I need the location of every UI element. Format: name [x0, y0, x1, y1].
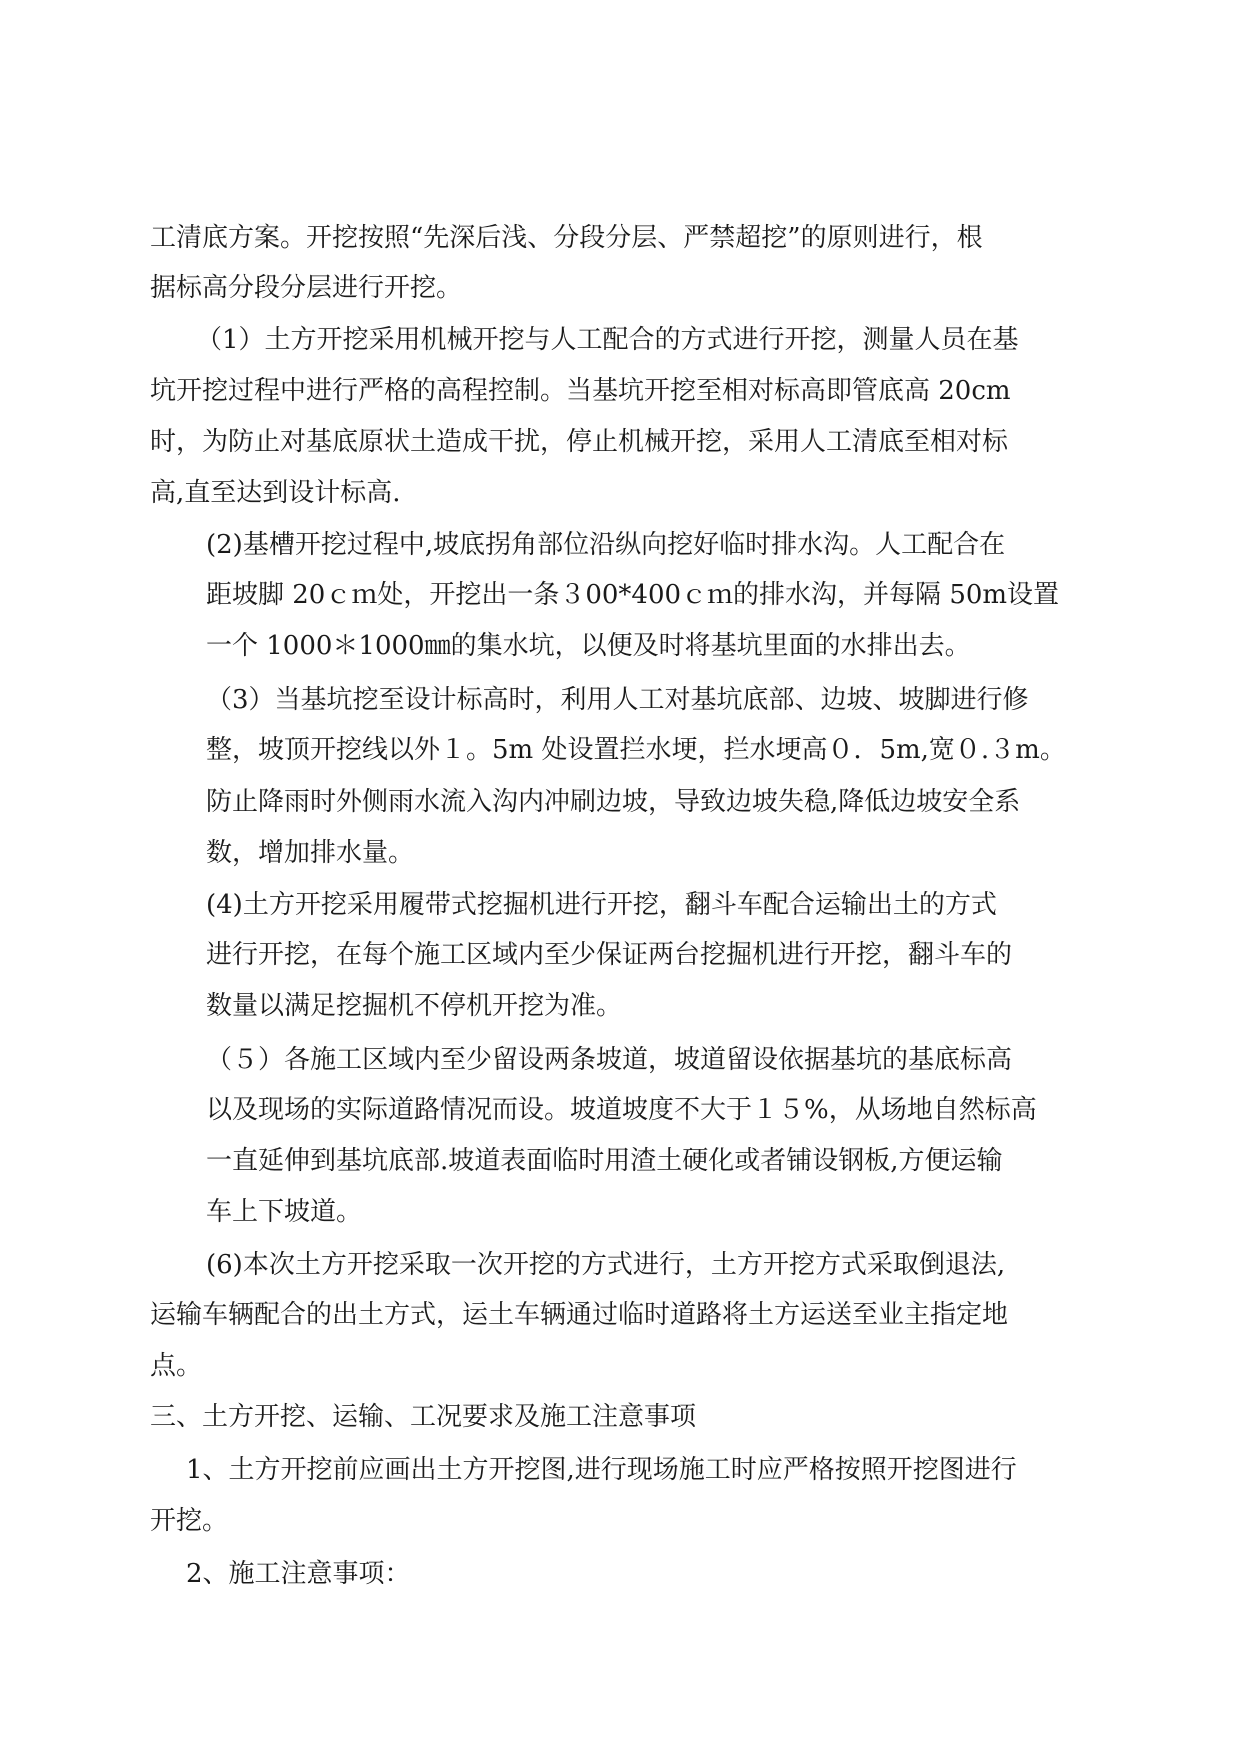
text-line: 以及现场的实际道路情况而设。坡道坡度不大于１５%，从场地自然标高: [206, 1095, 1037, 1125]
text-line: （５）各施工区域内至少留设两条坡道，坡道留设依据基坑的基底标高: [206, 1045, 1013, 1075]
text-line: 1、土方开挖前应画出土方开挖图,进行现场施工时应严格按照开挖图进行: [186, 1455, 1017, 1485]
text-line: 一直延伸到基坑底部.坡道表面临时用渣土硬化或者铺设钢板,方便运输: [206, 1146, 1003, 1176]
text-line: (2)基槽开挖过程中,坡底拐角部位沿纵向挖好临时排水沟。人工配合在: [206, 530, 1006, 560]
text-line: 数量以满足挖掘机不停机开挖为准。: [206, 991, 623, 1021]
text-line: 高,直至达到设计标高.: [150, 478, 401, 508]
text-line: (6)本次土方开挖采取一次开挖的方式进行，土方开挖方式采取倒退法,: [206, 1250, 1006, 1280]
text-line: 数，增加排水量。: [206, 838, 415, 868]
text-line: 2、施工注意事项：: [186, 1559, 411, 1589]
text-line: 进行开挖，在每个施工区域内至少保证两台挖掘机进行开挖，翻斗车的: [206, 940, 1013, 970]
text-line: 据标高分段分层进行开挖。: [150, 273, 463, 303]
section-heading: 三、土方开挖、运输、工况要求及施工注意事项: [150, 1402, 697, 1432]
text-line: 运输车辆配合的出土方式，运土车辆通过临时道路将土方运送至业主指定地: [150, 1300, 1009, 1330]
text-line: 点。: [150, 1351, 203, 1381]
text-line: （3）当基坑挖至设计标高时，利用人工对基坑底部、边坡、坡脚进行修: [206, 685, 1029, 715]
text-line: 整，坡顶开挖线以外１。5m 处设置拦水埂，拦水埂高０．5m,宽０.３m。: [206, 735, 1066, 765]
text-line: （1）土方开挖采用机械开挖与人工配合的方式进行开挖，测量人员在基: [196, 325, 1019, 355]
text-line: 一个 1000＊1000㎜的集水坑，以便及时将基坑里面的水排出去。: [206, 631, 971, 661]
text-line: 防止降雨时外侧雨水流入沟内冲刷边坡，导致边坡失稳,降低边坡安全系: [206, 787, 1021, 817]
text-line: 开挖。: [150, 1506, 229, 1536]
text-line: (4)土方开挖采用履带式挖掘机进行开挖，翻斗车配合运输出土的方式: [206, 890, 997, 920]
text-line: 工清底方案。开挖按照“先深后浅、分段分层、严禁超挖”的原则进行，根: [150, 223, 983, 253]
text-line: 距坡脚 20ｃｍ处，开挖出一条３00*400ｃｍ的排水沟，并每隔 50m设置: [206, 580, 1060, 610]
text-line: 车上下坡道。: [206, 1197, 363, 1227]
text-line: 时，为防止对基底原状土造成干扰，停止机械开挖，采用人工清底至相对标: [150, 427, 1009, 457]
text-line: 坑开挖过程中进行严格的高程控制。当基坑开挖至相对标高即管底高 20cm: [150, 376, 1011, 406]
